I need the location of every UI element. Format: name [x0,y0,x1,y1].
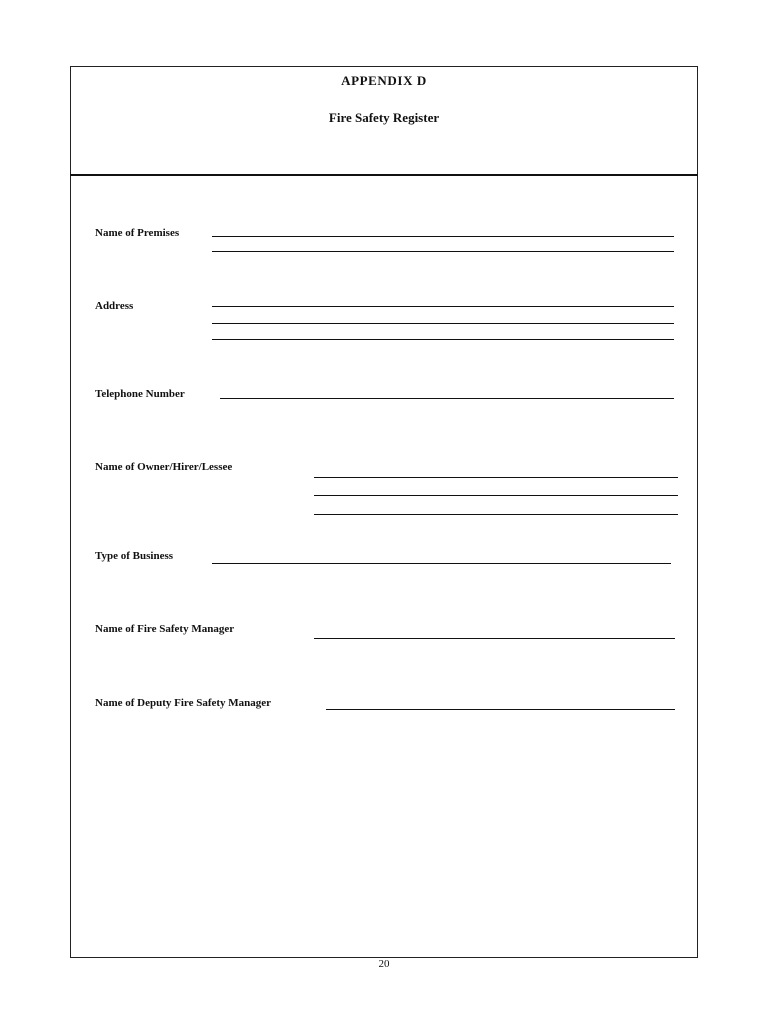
deputy-label: Name of Deputy Fire Safety Manager [95,697,272,709]
address-line-2[interactable] [212,323,674,324]
manager-label: Name of Fire Safety Manager [95,623,235,635]
address-line-3[interactable] [212,339,674,340]
premises-line-1[interactable] [212,236,674,237]
business-line[interactable] [212,563,671,564]
owner-label: Name of Owner/Hirer/Lessee [95,461,233,473]
address-label: Address [95,300,134,312]
appendix-heading: APPENDIX D [341,73,427,88]
telephone-label: Telephone Number [95,388,185,400]
owner-line-2[interactable] [314,495,678,496]
premises-label: Name of Premises [95,227,180,239]
form-border [70,66,698,958]
premises-line-2[interactable] [212,251,674,252]
owner-line-1[interactable] [314,477,678,478]
owner-line-3[interactable] [314,514,678,515]
page-title: Fire Safety Register [328,110,440,125]
header-divider [70,174,698,176]
manager-line[interactable] [314,638,675,639]
telephone-line[interactable] [220,398,674,399]
page-number: 20 [378,958,390,970]
business-label: Type of Business [95,550,174,562]
address-line-1[interactable] [212,306,674,307]
deputy-line[interactable] [326,709,675,710]
